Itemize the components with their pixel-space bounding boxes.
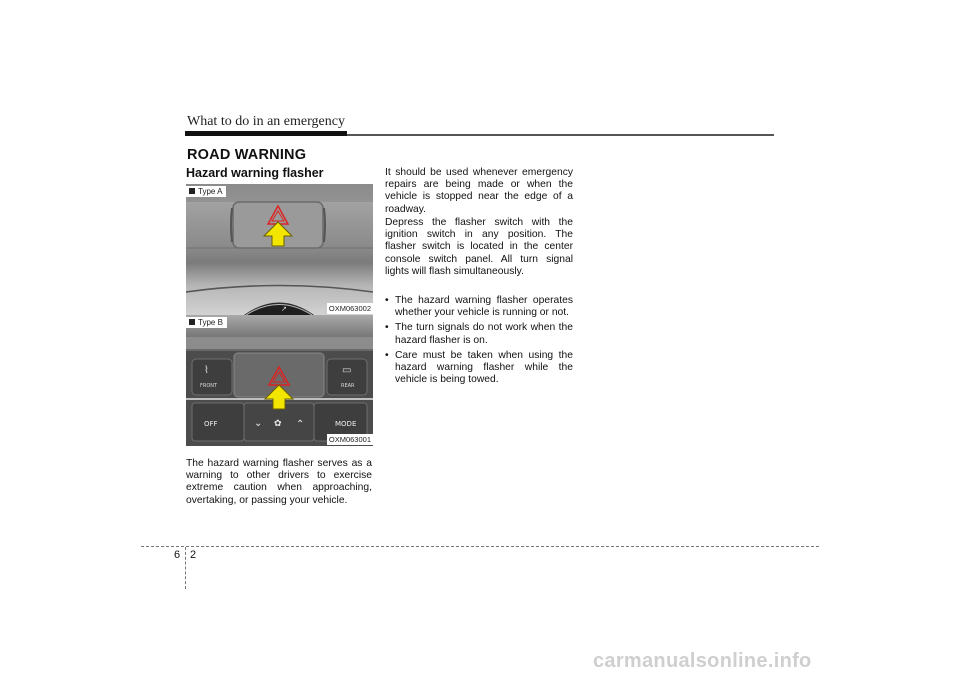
list-item: • The turn signals do not work when the hazard flasher is on. xyxy=(385,322,573,346)
figure-b-code: OXM063001 xyxy=(328,435,371,444)
page-number: 2 xyxy=(190,549,197,561)
figure-a-code: OXM063002 xyxy=(328,304,371,313)
list-item: • The hazard warning flasher operates whether your vehicle is running or not. xyxy=(385,295,573,319)
svg-text:⌄: ⌄ xyxy=(254,418,263,429)
figure-type-b xyxy=(186,315,373,446)
figure-type-a xyxy=(186,184,373,315)
type-b-label: Type B xyxy=(186,317,227,328)
header-accent-bar xyxy=(185,131,347,136)
figure-type-b-illustration xyxy=(186,315,373,446)
svg-text:⌃: ⌃ xyxy=(296,419,305,430)
usage-paragraph: It should be used whenever emergency repairs are being made or when the vehicle is stopped near the edge of a roadway. xyxy=(385,167,573,215)
footer-rule xyxy=(141,546,819,547)
svg-text:⌇: ⌇ xyxy=(204,365,209,376)
chapter-number: 6 xyxy=(174,549,181,561)
type-a-label: Type A xyxy=(186,186,226,197)
figure-type-a-illustration xyxy=(186,184,373,315)
svg-text:OFF: OFF xyxy=(204,420,218,428)
watermark: carmanualsonline.info xyxy=(593,650,812,672)
subheading-hazard-warning-flasher: Hazard warning flasher xyxy=(186,166,324,180)
page-heading: ROAD WARNING xyxy=(187,147,307,163)
notes-list xyxy=(385,295,573,389)
svg-text:FRONT: FRONT xyxy=(200,383,218,389)
section-title: What to do in an emergency xyxy=(187,114,345,129)
svg-text:↗: ↗ xyxy=(281,305,287,313)
svg-text:MODE: MODE xyxy=(335,420,357,428)
svg-text:REAR: REAR xyxy=(341,383,355,389)
svg-text:✿: ✿ xyxy=(274,419,282,429)
svg-text:▭: ▭ xyxy=(342,365,352,376)
list-item: • Care must be taken when using the hazard warning flasher while the vehicle is being towed. xyxy=(385,350,573,387)
footer-divider xyxy=(185,547,186,589)
operation-paragraph: Depress the flasher switch with the ignition switch in any position. The flasher switch is located in the center console switch panel. All turn signal lights will flash simultaneously. xyxy=(385,217,573,277)
hazard-flasher-description: The hazard warning flasher serves as a warning to other drivers to exercise extreme caution when approaching, overtaking, or passing your vehicle. xyxy=(186,458,372,506)
